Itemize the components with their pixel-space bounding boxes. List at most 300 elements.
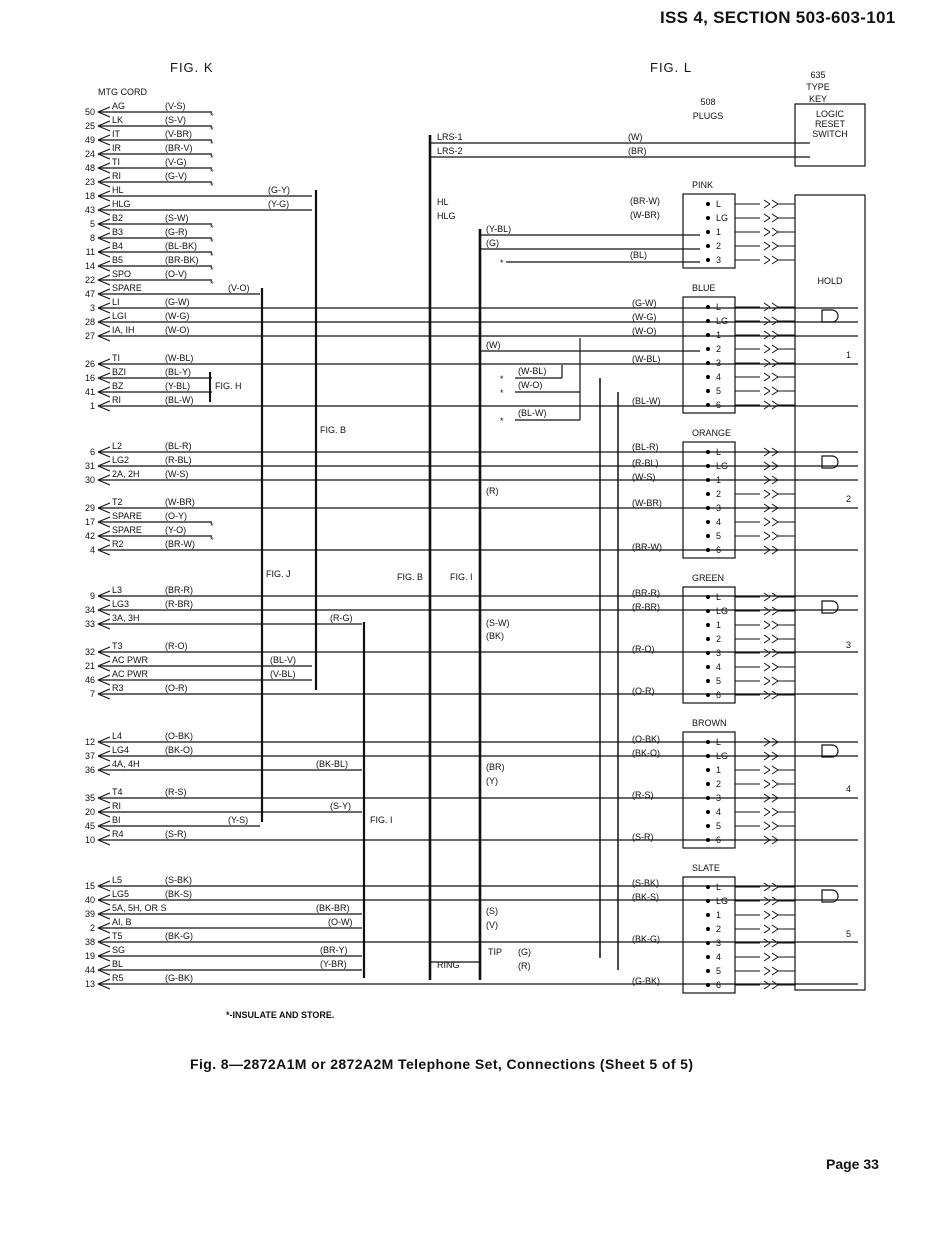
center-label: TIP [488, 947, 503, 957]
plug-chevron [772, 663, 778, 667]
center-label: LRS-2 [437, 146, 463, 156]
plug-chevron [764, 887, 770, 891]
cord-arrow [98, 914, 110, 919]
cord-arrow [98, 107, 110, 112]
right-wire-label: (S-R) [632, 832, 654, 842]
pin-number: 30 [84, 475, 95, 485]
plug-pin [706, 651, 710, 655]
signal-label: B5 [112, 255, 124, 265]
cord-arrow [98, 378, 110, 383]
plug-chevron [764, 925, 770, 929]
plug-chevron [772, 621, 778, 625]
insulate-star: * [500, 258, 504, 268]
plug-chevron [772, 826, 778, 830]
plug-chevron [772, 331, 778, 335]
plug-pin-label: L [716, 199, 722, 209]
signal-label: LG2 [112, 455, 130, 465]
pin-number: 49 [84, 135, 95, 145]
right-wire-label: (W-BL) [632, 354, 661, 364]
right-wire-label: (W) [628, 132, 643, 142]
key-box [795, 195, 865, 990]
plug-chevron [772, 925, 778, 929]
fig-l-label: FIG. L [650, 60, 693, 75]
plug-pin-label: 2 [716, 241, 722, 251]
cord-arrow [98, 121, 110, 126]
insulate-note: *-INSULATE AND STORE. [226, 1010, 335, 1020]
page-header: ISS 4, SECTION 503-603-101 [660, 8, 896, 27]
right-wire-label: (G-W) [632, 298, 657, 308]
plug-pin [706, 389, 710, 393]
cord-arrow [98, 317, 110, 322]
signal-label: L5 [112, 875, 123, 885]
cord-arrow [98, 798, 110, 803]
lamp-icon [822, 310, 838, 322]
right-wire-label: (BL-R) [632, 442, 659, 452]
cord-arrow [98, 812, 110, 817]
cord-arrow [98, 163, 110, 168]
plug-chevron [764, 303, 770, 307]
bus-wire-label: (BL-V) [270, 655, 297, 665]
plug-pin [706, 899, 710, 903]
cord-arrow [98, 956, 110, 961]
plug-chevron [764, 677, 770, 681]
cord-arrow [98, 647, 110, 652]
signal-label: L3 [112, 585, 123, 595]
mid-wire-label: (W-O) [518, 380, 543, 390]
cord-arrow [98, 140, 110, 145]
plug-pin-label: 6 [716, 980, 722, 990]
plug-chevron [772, 303, 778, 307]
color-code-label: (BR-BK) [165, 255, 199, 265]
plug-chevron [764, 929, 770, 933]
pin-number: 41 [84, 387, 95, 397]
pin-number: 34 [84, 605, 95, 615]
color-code-label: (W-S) [165, 469, 189, 479]
right-wire-label: (R-O) [632, 644, 655, 654]
cord-arrow [98, 694, 110, 699]
cord-arrow [98, 373, 110, 378]
pin-number: 39 [84, 909, 95, 919]
pin-number: 28 [84, 317, 95, 327]
color-code-label: (BR-V) [165, 143, 193, 153]
pin-number: 37 [84, 751, 95, 761]
plug-chevron [772, 611, 778, 615]
color-code-label: (V-BR) [165, 129, 192, 139]
hold-label: HOLD [817, 276, 843, 286]
cord-arrow [98, 308, 110, 313]
plug-pin [706, 548, 710, 552]
plug-pin-label: 6 [716, 400, 722, 410]
cord-arrow [98, 923, 110, 928]
color-code-label: (W-O) [165, 325, 190, 335]
color-code-label: (S-BK) [165, 875, 192, 885]
plug-name-label: BLUE [692, 283, 716, 293]
plug-pin [706, 333, 710, 337]
plug-chevron [772, 204, 778, 208]
pin-number: 35 [84, 793, 95, 803]
plug-chevron [764, 518, 770, 522]
color-code-label: (G-W) [165, 297, 190, 307]
signal-label: BL [112, 959, 124, 969]
cord-arrow [98, 793, 110, 798]
cord-arrow [98, 840, 110, 845]
plug-pin [706, 983, 710, 987]
cord-arrow [98, 951, 110, 956]
plug-pin [706, 740, 710, 744]
cord-arrow [98, 112, 110, 117]
pin-number: 27 [84, 331, 95, 341]
color-code-label: (R-S) [165, 787, 187, 797]
plug-pin-label: 6 [716, 545, 722, 555]
fig-ref-label: FIG. H [215, 381, 242, 391]
key-type-label: 635 [810, 70, 826, 80]
plug-chevron [764, 780, 770, 784]
plug-chevron [764, 663, 770, 667]
plug-pin-label: 1 [716, 227, 722, 237]
cord-arrow [98, 289, 110, 294]
signal-label: 3A, 3H [112, 613, 140, 623]
key-type-label: KEY [808, 94, 828, 104]
pin-number: 44 [84, 965, 95, 975]
plug-chevron [764, 826, 770, 830]
signal-label: LG4 [112, 745, 130, 755]
cord-arrow [98, 984, 110, 989]
insulate-star: * [210, 223, 214, 233]
plug-pin-label: 3 [716, 358, 722, 368]
plug-pin [706, 319, 710, 323]
plug-chevron [772, 653, 778, 657]
plug-chevron [764, 953, 770, 957]
plug-pin [706, 941, 710, 945]
plug-chevron [772, 317, 778, 321]
plug-chevron [772, 536, 778, 540]
plug-chevron [772, 228, 778, 232]
color-code-label: (V-S) [165, 101, 186, 111]
cord-arrow [98, 359, 110, 364]
pin-number: 31 [84, 461, 95, 471]
pin-number: 12 [84, 737, 95, 747]
plug-chevron [764, 967, 770, 971]
fig-ref-label: FIG. B [320, 425, 347, 435]
right-wire-label: (BK-S) [632, 892, 659, 902]
plug-pin [706, 464, 710, 468]
plug-pin-label: 5 [716, 821, 722, 831]
plug-chevron [764, 915, 770, 919]
cord-arrow [98, 252, 110, 257]
cord-arrow [98, 177, 110, 182]
color-code-label: (BR-W) [165, 539, 195, 549]
cord-arrow [98, 970, 110, 975]
plug-name-label: BROWN [692, 718, 727, 728]
plug-pin [706, 230, 710, 234]
mid-wire-label: (Y-BL) [486, 224, 512, 234]
plug-chevron [764, 635, 770, 639]
plug-chevron [764, 345, 770, 349]
cord-arrow [98, 182, 110, 187]
signal-label: 5A, 5H, OR S [112, 903, 167, 913]
right-wire-label: (BR-R) [632, 588, 660, 598]
color-code-label: (W-G) [165, 311, 190, 321]
color-code-label: (W-BL) [165, 353, 194, 363]
cord-arrow [98, 126, 110, 131]
plug-pin-label: L [716, 302, 722, 312]
signal-label: AC PWR [112, 669, 148, 679]
plug-chevron [772, 218, 778, 222]
pin-number: 20 [84, 807, 95, 817]
cord-arrow [98, 531, 110, 536]
plug-pin-label: 5 [716, 386, 722, 396]
plug-chevron [772, 635, 778, 639]
insulate-star: * [210, 521, 214, 531]
color-code-label: (S-R) [165, 829, 187, 839]
signal-label: T3 [112, 641, 123, 651]
right-wire-label: (W-G) [632, 312, 657, 322]
right-wire-label: (BK-O) [632, 748, 660, 758]
lamp-icon [822, 745, 838, 757]
plug-chevron [764, 985, 770, 989]
pin-number: 48 [84, 163, 95, 173]
signal-label: LGI [112, 311, 127, 321]
plug-pin [706, 609, 710, 613]
right-wire-label: (S-BK) [632, 878, 659, 888]
cord-arrow [98, 928, 110, 933]
plug-chevron [772, 957, 778, 961]
pin-number: 32 [84, 647, 95, 657]
color-code-label: (BL-R) [165, 441, 192, 451]
plug-chevron [764, 331, 770, 335]
plug-chevron [772, 967, 778, 971]
cord-arrow [98, 247, 110, 252]
plug-pin-label: 2 [716, 489, 722, 499]
plug-pin [706, 506, 710, 510]
cord-arrow [98, 661, 110, 666]
signal-label: RI [112, 801, 121, 811]
cord-arrow [98, 937, 110, 942]
line-number-label: 1 [846, 350, 852, 360]
plug-pin [706, 305, 710, 309]
cord-arrow [98, 900, 110, 905]
mid-wire-label: (W) [486, 340, 501, 350]
plug-chevron [764, 808, 770, 812]
plug-chevron [772, 911, 778, 915]
plug-chevron [772, 943, 778, 947]
pin-number: 16 [84, 373, 95, 383]
plug-chevron [764, 784, 770, 788]
cord-arrow [98, 550, 110, 555]
insulate-star: * [210, 279, 214, 289]
cord-arrow [98, 536, 110, 541]
plug-pin-label: 6 [716, 690, 722, 700]
plug-pin [706, 782, 710, 786]
cord-arrow [98, 406, 110, 411]
plug-chevron [772, 494, 778, 498]
plug-pin-label: 2 [716, 779, 722, 789]
cord-arrow [98, 770, 110, 775]
plugs-label: PLUGS [692, 111, 724, 121]
signal-label: R3 [112, 683, 124, 693]
cord-arrow [98, 591, 110, 596]
fig-ref-label: FIG. I [370, 815, 393, 825]
cord-arrow [98, 294, 110, 299]
cord-arrow [98, 168, 110, 173]
signal-label: AI, B [112, 917, 132, 927]
signal-label: TI [112, 353, 120, 363]
bus-wire-label: (BK-BL) [316, 759, 349, 769]
pin-number: 11 [85, 247, 95, 257]
center-label: LRS-1 [437, 132, 463, 142]
plug-box [683, 587, 735, 703]
cord-arrow [98, 364, 110, 369]
cord-arrow [98, 466, 110, 471]
pin-number: 10 [84, 835, 95, 845]
plug-chevron [772, 260, 778, 264]
plug-pin-label: 2 [716, 924, 722, 934]
cord-arrow [98, 596, 110, 601]
insulate-star: * [210, 181, 214, 191]
plug-pin-label: 5 [716, 676, 722, 686]
pin-number: 47 [84, 289, 95, 299]
right-wire-label: (BR-W) [630, 196, 660, 206]
plug-pin-label: 2 [716, 344, 722, 354]
signal-label: SPO [112, 269, 132, 279]
plug-chevron [772, 200, 778, 204]
plug-chevron [772, 377, 778, 381]
switch-label: SWITCH [812, 129, 848, 139]
plug-chevron [764, 373, 770, 377]
cord-arrow [98, 452, 110, 457]
plug-pin-label: 4 [716, 662, 722, 672]
plug-chevron [772, 985, 778, 989]
signal-label: HL [112, 185, 124, 195]
cord-arrow [98, 392, 110, 397]
plug-chevron [772, 681, 778, 685]
plug-pin-label: L [716, 447, 722, 457]
insulate-star: * [500, 416, 504, 426]
plug-pin-label: 3 [716, 793, 722, 803]
plug-pin [706, 258, 710, 262]
plug-chevron [764, 812, 770, 816]
plug-pin [706, 679, 710, 683]
signal-label: R5 [112, 973, 124, 983]
plug-chevron [772, 639, 778, 643]
pin-number: 14 [84, 261, 95, 271]
right-wire-label: (O-R) [632, 686, 655, 696]
color-code-label: (G-V) [165, 171, 187, 181]
right-wire-label: (BL) [630, 250, 648, 260]
plug-chevron [764, 204, 770, 208]
signal-label: LG5 [112, 889, 130, 899]
plug-pin [706, 913, 710, 917]
plug-pin-label: 2 [716, 634, 722, 644]
color-code-label: (Y-BL) [165, 381, 191, 391]
switch-label: RESET [814, 119, 846, 129]
cord-arrow [98, 545, 110, 550]
cord-arrow [98, 881, 110, 886]
plug-chevron [764, 611, 770, 615]
plug-chevron [772, 349, 778, 353]
plug-pin [706, 824, 710, 828]
plug-chevron [764, 957, 770, 961]
signal-label: BZI [112, 367, 127, 377]
switch-label: LOGIC [815, 109, 845, 119]
signal-label: T2 [112, 497, 123, 507]
plug-pin-label: 4 [716, 807, 722, 817]
color-code-label: (O-R) [165, 683, 188, 693]
pin-number: 5 [89, 219, 95, 229]
plug-chevron [764, 667, 770, 671]
plug-pin [706, 595, 710, 599]
center-label: RING [437, 960, 460, 970]
plug-pin-label: LG [716, 606, 729, 616]
signal-label: AC PWR [112, 655, 148, 665]
plug-pin-label: 5 [716, 531, 722, 541]
cord-arrow [98, 522, 110, 527]
plug-chevron [764, 387, 770, 391]
cord-arrow [98, 826, 110, 831]
plug-pin [706, 492, 710, 496]
plug-chevron [772, 232, 778, 236]
plug-chevron [772, 532, 778, 536]
cord-arrow [98, 979, 110, 984]
cord-arrow [98, 322, 110, 327]
cord-arrow [98, 191, 110, 196]
cord-arrow [98, 205, 110, 210]
right-wire-label: (W-BR) [630, 210, 660, 220]
plug-chevron [772, 971, 778, 975]
plug-chevron [772, 391, 778, 395]
plug-pin [706, 637, 710, 641]
plug-chevron [764, 490, 770, 494]
color-code-label: (O-BK) [165, 731, 193, 741]
plug-chevron [772, 766, 778, 770]
signal-label: LK [112, 115, 124, 125]
cord-arrow [98, 624, 110, 629]
mid-wire-label: (G) [486, 238, 499, 248]
cord-arrow [98, 336, 110, 341]
plug-chevron [764, 349, 770, 353]
right-wire-label: (BK-G) [632, 934, 660, 944]
plug-chevron [772, 625, 778, 629]
mid-wire-label: (BR) [486, 762, 505, 772]
cord-arrow [98, 965, 110, 970]
plug-chevron [764, 377, 770, 381]
color-code-label: (R-BL) [165, 455, 192, 465]
plug-chevron [764, 494, 770, 498]
cord-arrow [98, 238, 110, 243]
plug-box [683, 442, 735, 558]
cord-arrow [98, 942, 110, 947]
pin-number: 45 [84, 821, 95, 831]
plug-chevron [764, 901, 770, 905]
pin-number: 15 [84, 881, 95, 891]
cord-arrow [98, 689, 110, 694]
plug-chevron [764, 822, 770, 826]
plug-pin-label: LG [716, 461, 729, 471]
color-code-label: (BK-G) [165, 931, 193, 941]
right-wire-label: (O-BK) [632, 734, 660, 744]
insulate-star: * [210, 251, 214, 261]
plug-name-label: ORANGE [692, 428, 732, 438]
cord-arrow [98, 765, 110, 770]
signal-label: L2 [112, 441, 123, 451]
bus-wire-label: (BR-Y) [320, 945, 348, 955]
cord-arrow [98, 401, 110, 406]
cord-arrow [98, 149, 110, 154]
pin-number: 3 [89, 303, 95, 313]
pin-number: 2 [89, 923, 95, 933]
pin-number: 50 [84, 107, 95, 117]
color-code-label: (R-BR) [165, 599, 193, 609]
